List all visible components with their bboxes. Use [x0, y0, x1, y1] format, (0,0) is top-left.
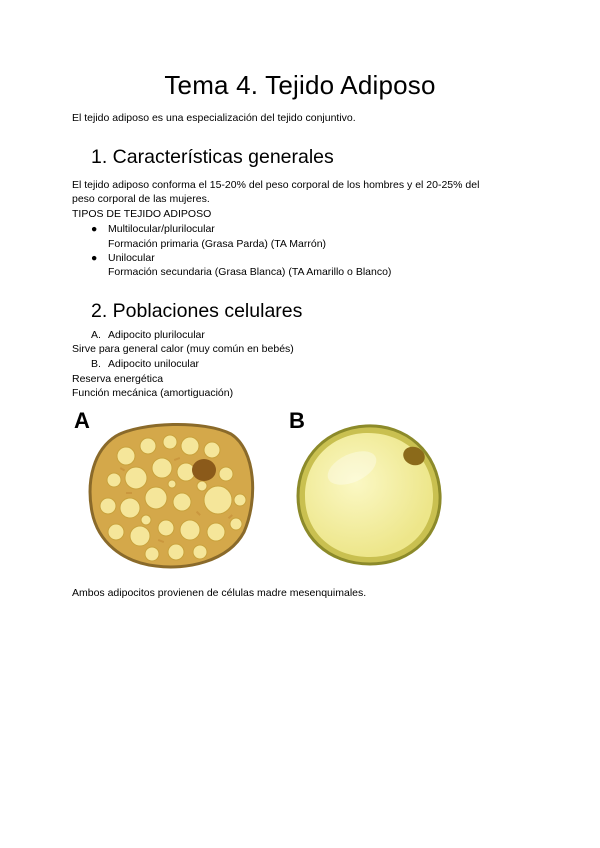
section-1-paragraph-line-2: peso corporal de las mujeres. — [72, 193, 210, 205]
footer-paragraph: Ambos adipocitos provienen de células madre mesenquimales. — [72, 587, 367, 599]
section-2-heading: 2. Poblaciones celulares — [91, 300, 303, 322]
tissue-type-2-name: Unilocular — [108, 252, 155, 264]
list-marker-a: A. — [91, 329, 101, 341]
tissue-type-1-detail: Formación primaria (Grasa Parda) (TA Marrón) — [108, 238, 327, 250]
figure-label-b: B — [289, 408, 305, 433]
tissue-type-2-detail: Formación secundaria (Grasa Blanca) (TA Amarillo o Blanco) — [108, 266, 392, 278]
bullet-1: ● — [91, 223, 98, 235]
tissue-type-1-name: Multilocular/plurilocular — [108, 223, 215, 235]
plurilocular-adipocyte-illustration — [86, 420, 258, 570]
figure-label-a: A — [74, 408, 90, 433]
document-title: Tema 4. Tejido Adiposo — [164, 70, 436, 100]
cell-a-label: Adipocito plurilocular — [108, 329, 205, 341]
section-1-heading: 1. Características generales — [91, 146, 334, 168]
cell-b-note-1: Reserva energética — [72, 373, 164, 385]
cell-b-label: Adipocito unilocular — [108, 358, 200, 370]
unilocular-adipocyte-illustration — [294, 422, 444, 568]
section-1-paragraph-line-1: El tejido adiposo conforma el 15-20% del peso corporal de los hombres y el 20-25% del — [72, 179, 480, 191]
list-marker-b: B. — [91, 358, 101, 370]
cell-a-note: Sirve para general calor (muy común en bebés) — [72, 343, 294, 355]
bullet-2: ● — [91, 252, 98, 264]
cell-b-note-2: Función mecánica (amortiguación) — [72, 387, 234, 399]
intro-paragraph: El tejido adiposo es una especialización del tejido conjuntivo. — [72, 112, 356, 124]
tissue-types-label: TIPOS DE TEJIDO ADIPOSO — [72, 208, 212, 220]
